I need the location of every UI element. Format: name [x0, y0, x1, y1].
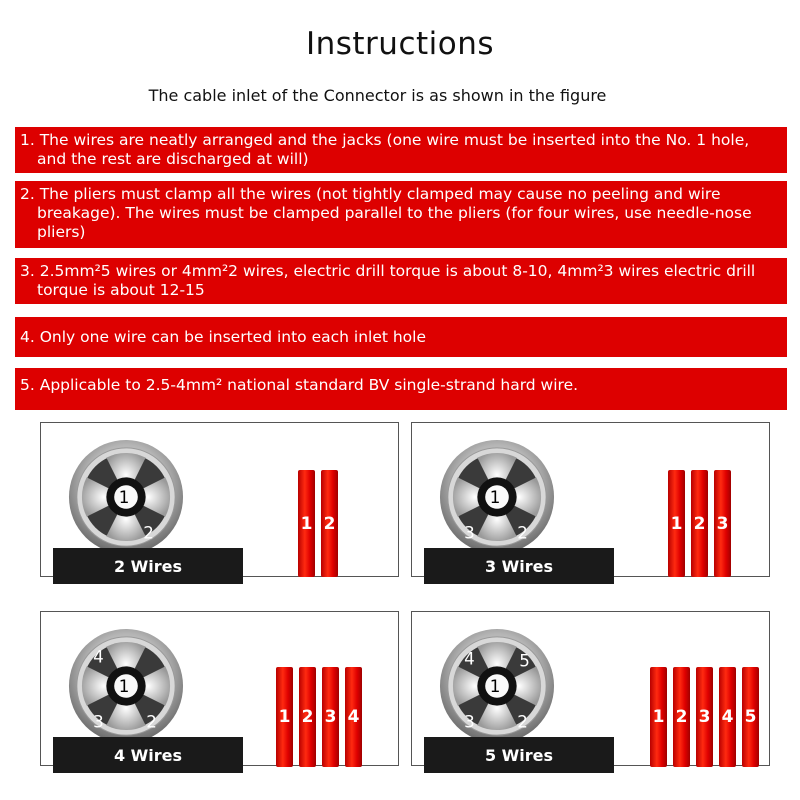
wire: 1 [668, 470, 685, 577]
connector-hub-icon [438, 627, 556, 745]
hub-number: 3 [464, 711, 475, 732]
hub-number: 1 [489, 675, 501, 696]
wire: 5 [742, 667, 759, 767]
wire: 3 [322, 667, 339, 767]
hub-number: 1 [118, 486, 130, 507]
hub-number: 3 [93, 711, 104, 732]
hub-number: 3 [464, 522, 475, 543]
wire: 4 [345, 667, 362, 767]
connector-hub-icon [438, 438, 556, 556]
panel-3-wires [411, 422, 770, 577]
hub-number: 4 [93, 646, 104, 667]
hub-number: 2 [146, 711, 157, 732]
wire: 1 [650, 667, 667, 767]
page-subtitle: The cable inlet of the Connector is as shown in the figure [148, 86, 607, 105]
panel-label: 4 Wires [53, 737, 243, 773]
wire: 1 [276, 667, 293, 767]
rule-3: 3. 2.5mm²5 wires or 4mm²2 wires, electric drill torque is about 8-10, 4mm²3 wires electric drill torque is about 12-15 [15, 258, 787, 304]
wire: 3 [714, 470, 731, 577]
panel-5-wires [411, 611, 770, 766]
wire: 1 [298, 470, 315, 577]
wire-group [276, 667, 362, 767]
hub-number: 5 [519, 650, 530, 671]
wire: 2 [321, 470, 338, 577]
wire: 3 [696, 667, 713, 767]
connector-hub-icon [67, 438, 185, 556]
wire: 2 [299, 667, 316, 767]
panel-label: 2 Wires [53, 548, 243, 584]
panel-4-wires [40, 611, 399, 766]
rule-2: 2. The pliers must clamp all the wires (not tightly clamped may cause no peeling and wire breakage). The wires must be clamped parallel to the pliers (for four wires, use needle-nose pliers) [15, 181, 787, 248]
wire-group [668, 470, 731, 577]
rule-5: 5. Applicable to 2.5-4mm² national standard BV single-strand hard wire. [15, 368, 787, 410]
hub-number: 2 [517, 711, 528, 732]
hub-number: 2 [517, 522, 528, 543]
panel-label: 3 Wires [424, 548, 614, 584]
panel-2-wires [40, 422, 399, 577]
connector-hub-icon [67, 627, 185, 745]
hub-number: 1 [489, 486, 501, 507]
wire-group [650, 667, 759, 767]
wire: 2 [673, 667, 690, 767]
hub-number: 4 [464, 648, 475, 669]
wire: 4 [719, 667, 736, 767]
wire: 2 [691, 470, 708, 577]
hub-number: 1 [118, 675, 130, 696]
panel-label: 5 Wires [424, 737, 614, 773]
rule-1: 1. The wires are neatly arranged and the jacks (one wire must be inserted into the No. 1 hole, and the rest are discharged at will) [15, 127, 787, 173]
rule-4: 4. Only one wire can be inserted into each inlet hole [15, 317, 787, 357]
hub-number: 2 [143, 522, 154, 543]
page-title: Instructions [305, 26, 495, 62]
wire-group [298, 470, 338, 577]
